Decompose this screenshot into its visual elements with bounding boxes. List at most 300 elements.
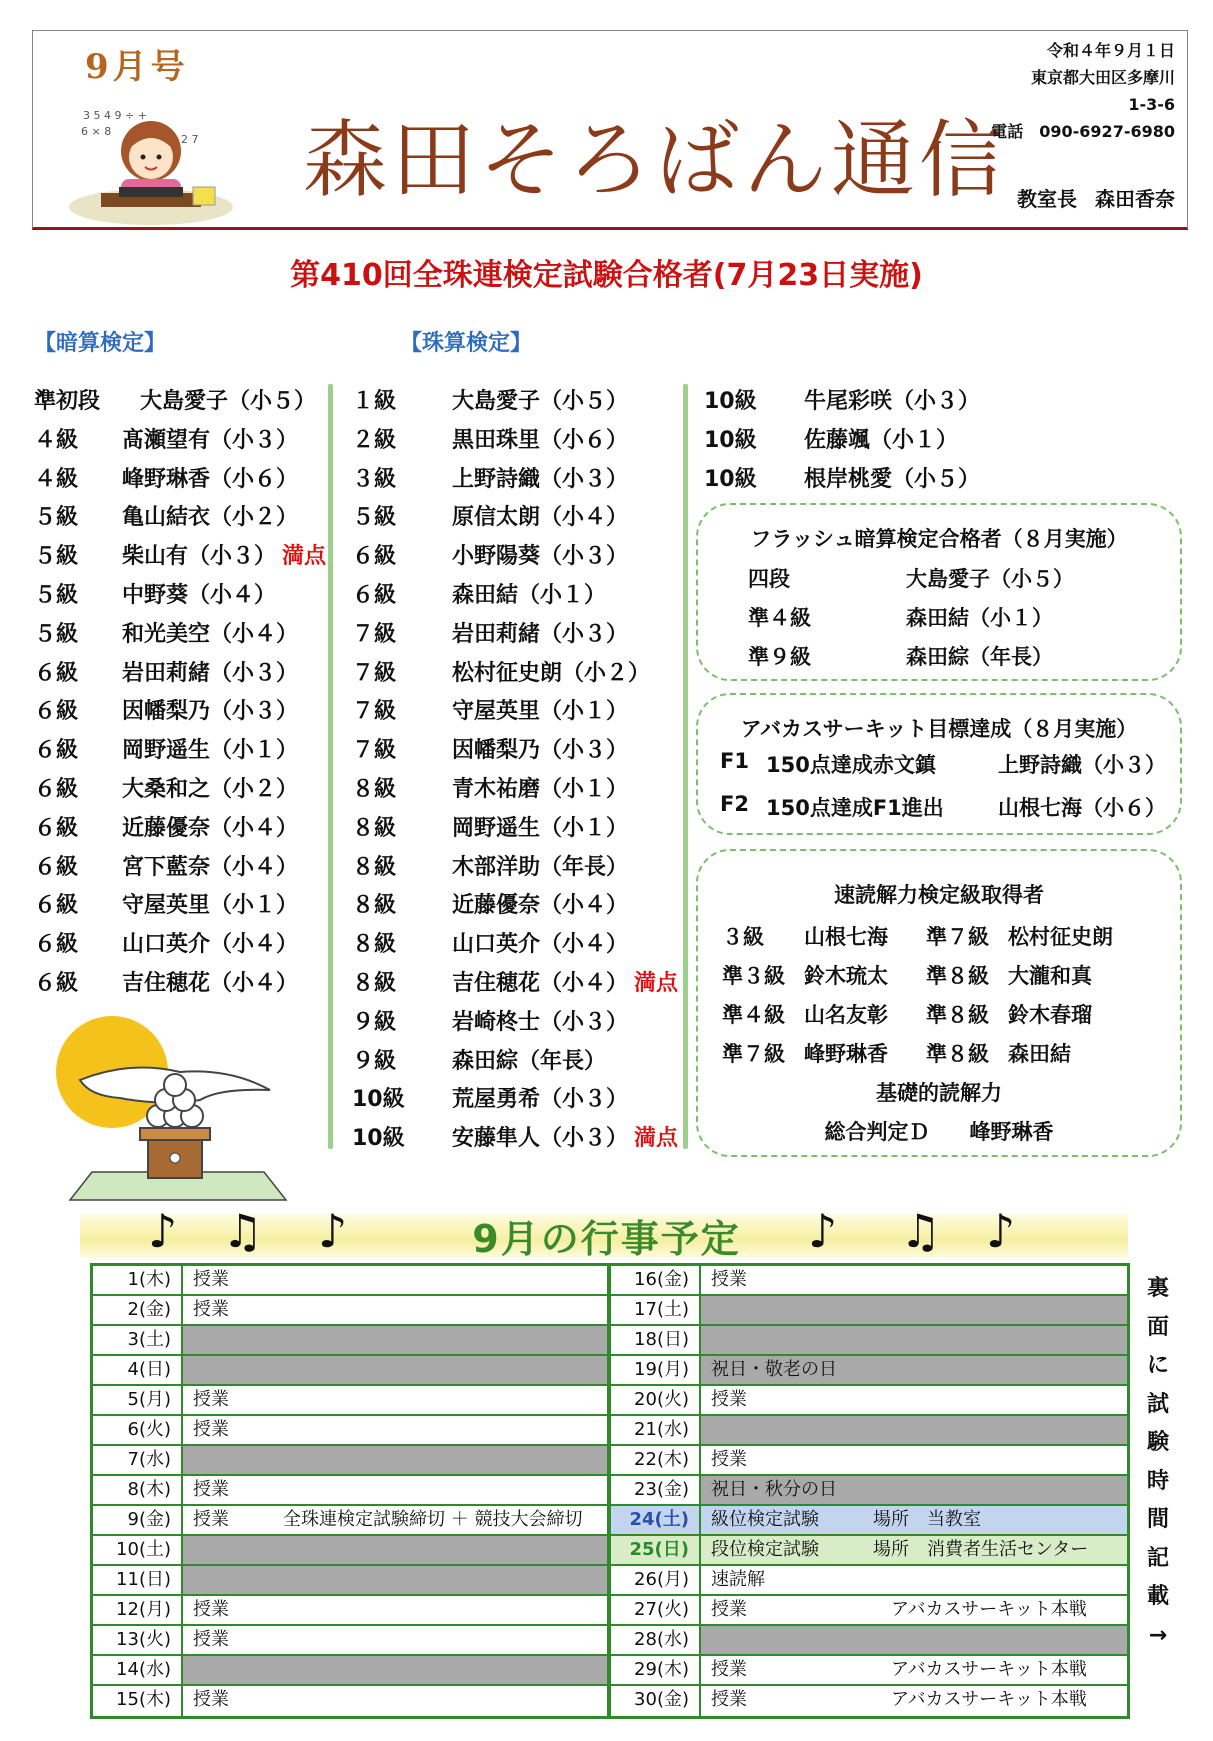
sokudoku-row [698, 960, 1180, 999]
result-name [122, 539, 326, 570]
anzan-results-list [34, 384, 327, 1005]
result-name [452, 423, 628, 454]
result-grade: 10級 [704, 427, 757, 453]
basic-reading-result [698, 1116, 1180, 1155]
result-name [122, 927, 298, 958]
student-name: 岩崎柊士（小３） [452, 1009, 629, 1035]
schedule-event: 授業 [193, 1599, 229, 1620]
column-divider [683, 384, 688, 1149]
student-name: 近藤優奈（小４） [452, 893, 629, 919]
student-name: 因幡梨乃（小３） [122, 699, 299, 725]
sokudoku-grade: 準７級 [926, 925, 989, 949]
schedule-title: 9月の行事予定 [472, 1217, 741, 1261]
schedule-row [611, 1686, 1127, 1716]
result-row [352, 811, 682, 850]
result-name [804, 384, 980, 415]
result-grade: ６級 [34, 738, 79, 764]
schedule-day: 26(月) [611, 1566, 701, 1594]
result-grade: ６級 [34, 660, 79, 686]
schedule-row [93, 1626, 607, 1656]
result-grade: 準初段 [34, 389, 101, 414]
abacus-row [698, 792, 1180, 831]
music-note-icon: ♪ [148, 1204, 178, 1258]
schedule-day: 20(火) [611, 1386, 701, 1414]
newsletter-header [32, 30, 1188, 230]
schedule-event: 授業 全珠連検定試験締切 ＋ 競技大会締切 [193, 1509, 583, 1530]
perfect-score-mark: 満点 [634, 970, 679, 996]
side-note-char: に [1146, 1353, 1169, 1378]
result-grade: ９級 [352, 1009, 397, 1035]
schedule-row [611, 1596, 1127, 1626]
schedule-row [93, 1356, 607, 1386]
result-grade: ６級 [34, 815, 79, 841]
result-name [452, 656, 650, 687]
student-name: 牛尾彩咲（小３） [804, 389, 981, 414]
flash-grade: 四段 [748, 567, 790, 591]
schedule-event: 授業 [193, 1299, 229, 1320]
result-grade: ７級 [352, 699, 397, 725]
address-line-1: 東京都大田区多摩川 [1030, 68, 1175, 87]
abacus-desc: 150点達成赤文鎮 [766, 753, 936, 777]
abacus-circuit-title: アバカスサーキット目標達成（８月実施） [740, 717, 1138, 741]
side-note-char: 試 [1146, 1391, 1169, 1417]
result-name [122, 617, 298, 648]
svg-text:6 × 8: 6 × 8 [81, 125, 112, 138]
schedule-event: 授業 [193, 1479, 229, 1500]
flash-anzan-box [696, 503, 1182, 681]
schedule-row [93, 1446, 607, 1476]
sokudoku-row [698, 1038, 1180, 1077]
music-note-icon: ♪ [318, 1204, 348, 1258]
sokudoku-name: 松村征史朗 [1008, 925, 1113, 949]
side-note-char: 験 [1146, 1430, 1169, 1455]
result-grade: 10級 [704, 389, 757, 414]
schedule-day: 25(日) [611, 1536, 701, 1564]
result-grade: ６級 [34, 776, 79, 802]
schedule-row [93, 1296, 607, 1326]
sokudoku-grade: 準８級 [926, 1003, 989, 1027]
schedule-event: 授業 [711, 1389, 747, 1410]
schedule-day: 8(木) [93, 1476, 183, 1504]
perfect-score-mark: 満点 [634, 1126, 679, 1152]
sokudoku-name: 峰野琳香 [804, 1042, 888, 1066]
result-grade: 10級 [704, 466, 757, 492]
anzan-section-label: 【暗算検定】 [34, 331, 167, 356]
schedule-day: 18(日) [611, 1326, 701, 1354]
result-row [352, 966, 682, 1005]
schedule-row [93, 1686, 607, 1716]
shuzan-results-list [352, 384, 682, 1160]
result-row [34, 423, 324, 462]
schedule-event: 授業 [193, 1269, 229, 1290]
schedule-event: 速読解 [711, 1569, 765, 1590]
shuzan-section-label: 【珠算検定】 [400, 331, 533, 356]
shuzan-results-list-continued [704, 384, 1064, 500]
student-name: 亀山結衣（小２） [122, 505, 299, 531]
music-note-icon: ♫ [222, 1204, 264, 1258]
result-row [352, 462, 682, 501]
schedule-day: 15(木) [93, 1686, 183, 1716]
result-row [34, 617, 324, 656]
result-name [452, 539, 628, 570]
result-grade: ８級 [352, 893, 397, 919]
result-name [122, 966, 298, 997]
result-grade: ３級 [352, 466, 397, 492]
result-row [352, 656, 682, 695]
abacus-level: F2 [720, 792, 749, 816]
schedule-day: 14(水) [93, 1656, 183, 1684]
newsletter-title: 森田そろばん通信 [303, 111, 1008, 209]
perfect-score-mark: 満点 [282, 544, 327, 570]
student-name: 佐藤颯（小１） [804, 427, 959, 453]
result-name [140, 384, 316, 415]
contact-info [991, 37, 1175, 145]
result-name [452, 1121, 678, 1152]
result-grade: ８級 [352, 970, 397, 996]
result-name [122, 656, 298, 687]
schedule-row [611, 1566, 1127, 1596]
music-note-icon: ♪ [986, 1204, 1016, 1258]
schedule-day: 19(月) [611, 1356, 701, 1384]
sokudoku-name: 大瀧和真 [1008, 964, 1092, 988]
result-grade: ７級 [352, 660, 397, 686]
schedule-row [93, 1266, 607, 1296]
result-row [704, 462, 1064, 501]
exam-results-title: 第410回全珠連検定試験合格者(7月23日実施) [290, 258, 923, 293]
student-name: 上野詩織（小３） [452, 466, 629, 492]
result-name [452, 578, 606, 609]
result-name [122, 811, 298, 842]
student-name: 黒田珠里（小６） [452, 427, 629, 453]
music-note-icon: ♫ [900, 1204, 942, 1258]
sokudoku-grade: 準３級 [722, 964, 785, 988]
schedule-day: 22(木) [611, 1446, 701, 1474]
schedule-day: 9(金) [93, 1506, 183, 1534]
student-name: 青木祐磨（小１） [452, 776, 629, 802]
result-row [34, 888, 324, 927]
result-grade: ６級 [34, 893, 79, 919]
student-name: 大島愛子（小５） [452, 389, 629, 414]
flash-grade: 準９級 [748, 645, 811, 669]
result-grade: ７級 [352, 621, 397, 647]
sokudoku-grade: 準８級 [926, 1042, 989, 1066]
student-name: 岡野遥生（小１） [122, 738, 299, 764]
result-row [352, 772, 682, 811]
side-note-char: 裏 [1146, 1276, 1169, 1301]
result-grade: ８級 [352, 932, 397, 958]
result-name [122, 500, 298, 531]
flash-name: 大島愛子（小５） [906, 567, 1074, 591]
schedule-day: 30(金) [611, 1686, 701, 1716]
result-grade: ５級 [34, 621, 79, 647]
abacus-level: F1 [720, 749, 749, 773]
schedule-row [611, 1356, 1127, 1386]
student-name: 和光美空（小４） [122, 621, 299, 647]
result-row [34, 500, 324, 539]
flash-row [698, 602, 1180, 641]
sokudoku-grade: 準７級 [722, 1042, 785, 1066]
schedule-event: 授業 アバカスサーキット本戦 [711, 1599, 1087, 1620]
flash-name: 森田結（小１） [906, 606, 1053, 630]
result-grade: ６級 [34, 970, 79, 996]
schedule-row [611, 1386, 1127, 1416]
sokudoku-name: 鈴木琉太 [804, 964, 888, 988]
result-name [452, 811, 628, 842]
abacus-row [698, 749, 1180, 788]
head-teacher [999, 183, 1175, 212]
schedule-day: 29(木) [611, 1656, 701, 1684]
schedule-event: 祝日・敬老の日 [711, 1359, 837, 1380]
flash-anzan-title: フラッシュ暗算検定合格者（８月実施） [750, 527, 1128, 551]
schedule-row [611, 1536, 1127, 1566]
schedule-row [611, 1446, 1127, 1476]
result-name [122, 462, 298, 493]
result-grade: ５級 [352, 505, 397, 531]
result-name [452, 462, 628, 493]
flash-row [698, 563, 1180, 602]
result-name [452, 1005, 628, 1036]
phone-number: 電話 090-6927-6980 [991, 122, 1175, 141]
result-row [34, 462, 324, 501]
schedule-row [611, 1266, 1127, 1296]
schedule-row [611, 1506, 1127, 1536]
result-row [34, 927, 324, 966]
result-grade: ６級 [352, 544, 397, 570]
schedule-row [93, 1656, 607, 1686]
schedule-row [93, 1506, 607, 1536]
result-row [704, 423, 1064, 462]
sokudoku-grade: ３級 [722, 925, 764, 949]
result-row [34, 811, 324, 850]
head-name: 森田香奈 [1095, 187, 1175, 211]
schedule-table-left [90, 1263, 610, 1719]
music-note-icon: ♪ [808, 1204, 838, 1258]
schedule-row [611, 1416, 1127, 1446]
schedule-day: 2(金) [93, 1296, 183, 1324]
result-name [122, 772, 298, 803]
schedule-event: 授業 [711, 1449, 747, 1470]
schedule-event: 授業 [193, 1419, 229, 1440]
sokudoku-name: 山名友彰 [804, 1003, 888, 1027]
svg-text:3 5 4 9 ÷ +: 3 5 4 9 ÷ + [83, 109, 147, 122]
schedule-day: 21(水) [611, 1416, 701, 1444]
girl-with-abacus-illustration [61, 79, 241, 229]
schedule-row [93, 1536, 607, 1566]
student-name: 守屋英里（小１） [122, 893, 299, 919]
result-grade: 10級 [352, 1126, 405, 1152]
result-row [34, 733, 324, 772]
sokudoku-title: 速読解力検定級取得者 [834, 883, 1044, 907]
result-row [352, 384, 682, 423]
schedule-event: 授業 アバカスサーキット本戦 [711, 1659, 1087, 1680]
sokudoku-row [698, 921, 1180, 960]
result-grade: ６級 [352, 582, 397, 608]
result-name [452, 500, 628, 531]
student-name: 岩田莉緒（小３） [452, 621, 629, 647]
schedule-row [93, 1596, 607, 1626]
result-name [122, 733, 298, 764]
schedule-day: 16(金) [611, 1266, 701, 1294]
student-name: 吉住穂花（小４） [452, 970, 629, 996]
sokudoku-grade: 準８級 [926, 964, 989, 988]
svg-text:2 7: 2 7 [181, 133, 199, 146]
result-name [452, 1044, 606, 1075]
schedule-event: 授業 [711, 1269, 747, 1290]
result-grade: ６級 [34, 932, 79, 958]
student-name: 岩田莉緒（小３） [122, 660, 299, 686]
result-name [452, 733, 628, 764]
abacus-name: 上野詩織（小３） [998, 753, 1166, 777]
result-grade: ４級 [34, 466, 79, 492]
schedule-event: 段位検定試験 場所 消費者生活センター [711, 1539, 1089, 1560]
basic-reading-name: 峰野琳香 [969, 1120, 1054, 1144]
result-grade: ６級 [34, 699, 79, 725]
student-name: 大島愛子（小５） [140, 389, 317, 414]
result-name [452, 888, 628, 919]
column-divider [328, 384, 333, 1149]
student-name: 柴山有（小３） [122, 544, 277, 570]
result-name [122, 850, 298, 881]
result-name [804, 462, 980, 493]
side-note-char: → [1148, 1622, 1168, 1648]
result-name [452, 694, 628, 725]
schedule-day: 5(月) [93, 1386, 183, 1414]
result-name [122, 578, 276, 609]
sokudoku-name: 鈴木春瑠 [1008, 1003, 1092, 1027]
student-name: 守屋英里（小１） [452, 699, 629, 725]
schedule-row [93, 1476, 607, 1506]
schedule-day: 17(土) [611, 1296, 701, 1324]
result-name [452, 772, 628, 803]
side-note-char: 時 [1146, 1468, 1169, 1494]
result-name [452, 1082, 628, 1113]
flash-row [698, 641, 1180, 680]
result-grade: ４級 [34, 427, 79, 453]
student-name: 小野陽葵（小３） [452, 544, 629, 570]
schedule-row [611, 1296, 1127, 1326]
result-row [352, 888, 682, 927]
result-grade: ８級 [352, 815, 397, 841]
student-name: 松村征史朗（小２） [452, 660, 651, 686]
schedule-event: 授業 [193, 1689, 229, 1710]
result-grade: 10級 [352, 1087, 405, 1113]
schedule-row [611, 1656, 1127, 1686]
schedule-row [93, 1416, 607, 1446]
student-name: 吉住穂花（小４） [122, 970, 299, 996]
result-row [352, 733, 682, 772]
result-name [804, 423, 958, 454]
schedule-day: 10(土) [93, 1536, 183, 1564]
result-row [352, 1044, 682, 1083]
schedule-event: 祝日・秋分の日 [711, 1479, 837, 1500]
address-line-2: 1-3-6 [1128, 95, 1175, 114]
student-name: 安藤隼人（小３） [452, 1126, 629, 1152]
result-row [34, 539, 327, 578]
result-grade: １級 [352, 389, 397, 414]
schedule-day: 11(日) [93, 1566, 183, 1594]
basic-reading-label: 総合判定Ｄ [824, 1120, 930, 1144]
result-row [352, 423, 682, 462]
schedule-row [611, 1326, 1127, 1356]
student-name: 森田結（小１） [452, 582, 607, 608]
result-grade: ５級 [34, 544, 79, 570]
flash-name: 森田綜（年長） [906, 645, 1053, 669]
result-row [352, 1005, 682, 1044]
schedule-event: 授業 [193, 1629, 229, 1650]
back-page-note [1143, 1270, 1173, 1655]
result-name [122, 694, 298, 725]
schedule-day: 4(日) [93, 1356, 183, 1384]
abacus-circuit-box [696, 693, 1182, 835]
result-row [704, 384, 1064, 423]
schedule-day: 7(水) [93, 1446, 183, 1474]
schedule-day: 3(土) [93, 1326, 183, 1354]
result-row [352, 500, 682, 539]
schedule-day: 23(金) [611, 1476, 701, 1504]
student-name: 中野葵（小４） [122, 582, 277, 608]
result-grade: ９級 [352, 1048, 397, 1074]
basic-reading-title: 基礎的読解力 [876, 1081, 1002, 1105]
result-row [352, 1082, 682, 1121]
result-name [452, 966, 678, 997]
head-role: 教室長 [1017, 187, 1077, 211]
student-name: 髙瀬望有（小３） [122, 427, 299, 453]
result-row [352, 694, 682, 733]
schedule-row [93, 1386, 607, 1416]
result-grade: ８級 [352, 854, 397, 880]
result-row [352, 617, 682, 656]
result-grade: ８級 [352, 776, 397, 802]
result-row [34, 694, 324, 733]
schedule-day: 24(土) [611, 1506, 701, 1534]
result-grade: ２級 [352, 427, 397, 453]
student-name: 木部洋助（年長） [452, 854, 629, 880]
student-name: 根岸桃愛（小５） [804, 466, 981, 492]
student-name: 峰野琳香（小６） [122, 466, 299, 492]
result-row [352, 850, 682, 889]
student-name: 森田綜（年長） [452, 1048, 607, 1074]
sokudoku-name: 山根七海 [804, 925, 888, 949]
schedule-event: 授業 [193, 1389, 229, 1410]
abacus-name: 山根七海（小６） [998, 796, 1166, 820]
sokudoku-grade: 準４級 [722, 1003, 785, 1027]
student-name: 近藤優奈（小４） [122, 815, 299, 841]
sokudoku-box [696, 849, 1182, 1157]
student-name: 岡野遥生（小１） [452, 815, 629, 841]
schedule-day: 6(火) [93, 1416, 183, 1444]
student-name: 山口英介（小４） [122, 932, 299, 958]
result-row [34, 966, 324, 1005]
student-name: 原信太朗（小４） [452, 505, 629, 531]
sokudoku-row [698, 999, 1180, 1038]
result-row [34, 656, 324, 695]
schedule-day: 12(月) [93, 1596, 183, 1624]
schedule-day: 13(火) [93, 1626, 183, 1654]
result-name [452, 384, 628, 415]
student-name: 大桑和之（小２） [122, 776, 299, 802]
result-name [122, 888, 298, 919]
result-grade: ５級 [34, 582, 79, 608]
student-name: 山口英介（小４） [452, 932, 629, 958]
abacus-desc: 150点達成F1進出 [766, 796, 944, 820]
result-row [352, 539, 682, 578]
result-grade: ５級 [34, 505, 79, 531]
student-name: 荒屋勇希（小３） [452, 1087, 629, 1113]
tsukimi-dango-illustration [50, 1010, 290, 1210]
schedule-day: 27(火) [611, 1596, 701, 1624]
result-grade: ７級 [352, 738, 397, 764]
result-row [34, 578, 324, 617]
